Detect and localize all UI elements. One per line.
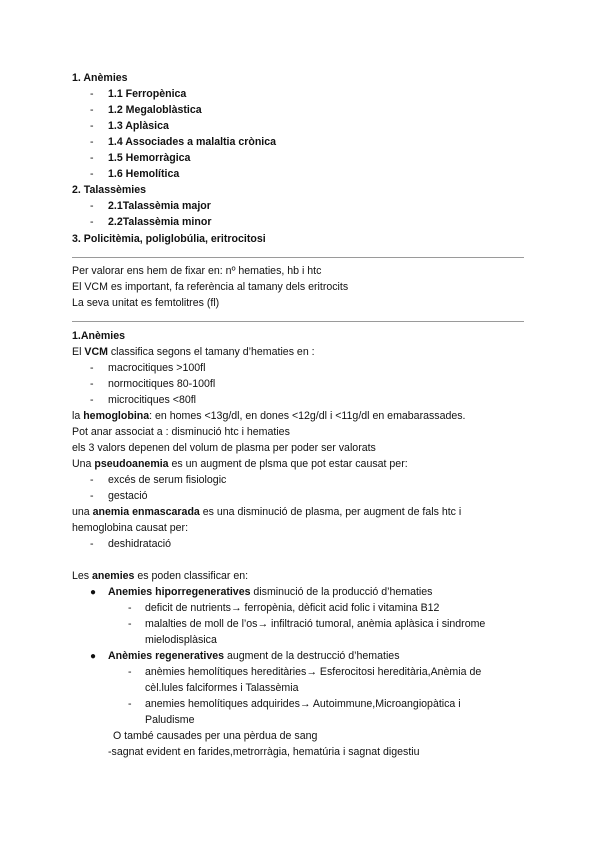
toc-dash: - <box>90 88 94 100</box>
divider <box>72 321 524 322</box>
list-dash: - <box>128 666 132 678</box>
toc-dash: - <box>90 168 94 180</box>
list-dash: - <box>128 698 132 710</box>
toc-item-1-2: 1.2 Megaloblàstica <box>108 104 202 116</box>
intro-line-1: Per valorar ens hem de fixar en: nº hematies, hb i htc <box>72 265 322 277</box>
assoc-line: Pot anar associat a : disminució htc i hematies <box>72 426 290 438</box>
hipo-item-cont: mielodisplàsica <box>145 634 217 646</box>
mask-item: deshidratació <box>108 538 172 550</box>
reg-item: anèmies hemolítiques hereditàries→ Esferocitosi hereditària,Anèmia de <box>145 666 482 678</box>
reg-item-cont: cèl.lules falciformes i Talassèmia <box>145 682 299 694</box>
toc-dash: - <box>90 216 94 228</box>
plasma-line: els 3 valors depenen del volum de plasma per poder ser valorats <box>72 442 376 454</box>
list-dash: - <box>90 394 94 406</box>
vcm-item: microcitiques <80fl <box>108 394 197 406</box>
toc-dash: - <box>90 136 94 148</box>
toc-item-1-5: 1.5 Hemorràgica <box>108 152 191 164</box>
bullet-icon: ● <box>90 587 97 598</box>
vcm-item: normocitiques 80-100fl <box>108 378 216 390</box>
hipo-item: malalties de moll de l’os→ infiltració tumoral, anèmia aplàsica i sindrome <box>145 618 486 630</box>
list-dash: - <box>90 474 94 486</box>
toc-item-1-4: 1.4 Associades a malaltia crònica <box>108 136 277 148</box>
regenerative-heading: Anèmies regeneratives augment de la destrucció d’hematies <box>108 650 400 662</box>
toc-item-1-3: 1.3 Aplàsica <box>108 120 169 132</box>
toc-item-1-6: 1.6 Hemolítica <box>108 168 180 180</box>
toc-heading-1: 1. Anèmies <box>72 72 128 84</box>
classify-intro: Les anemies es poden classificar en: <box>72 570 249 582</box>
toc-item-2-2: 2.2Talassèmia minor <box>108 216 212 228</box>
toc-heading-2: 2. Talassèmies <box>72 184 147 196</box>
divider <box>72 257 524 258</box>
hipo-item: deficit de nutrients→ ferropènia, dèficit acid folic i vitamina B12 <box>145 602 440 614</box>
vcm-paragraph: El VCM classifica segons el tamany d’hematies en : <box>72 346 315 358</box>
toc-dash: - <box>90 200 94 212</box>
bullet-icon: ● <box>90 651 97 662</box>
toc-heading-3: 3. Policitèmia, poliglobúlia, eritrocitosi <box>72 233 266 245</box>
pseudoanemia-paragraph: Una pseudoanemia es un augment de plsma que pot estar causat per: <box>72 458 408 470</box>
pseudo-item: gestació <box>108 490 148 502</box>
hiporegenerative-heading: Anemies hiporregeneratives disminució de la producció d’hematies <box>108 586 433 598</box>
list-dash: - <box>90 362 94 374</box>
reg-item-cont: Paludisme <box>145 714 195 726</box>
toc-dash: - <box>90 104 94 116</box>
list-dash: - <box>128 618 132 630</box>
toc-item-2-1: 2.1Talassèmia major <box>108 200 211 212</box>
section-title: 1.Anèmies <box>72 330 125 342</box>
toc-dash: - <box>90 120 94 132</box>
masked-anemia-paragraph: una anemia enmascarada es una disminució de plasma, per augment de fals htc i <box>72 506 462 518</box>
reg-item: anemies hemolítiques adquirides→ Autoimmune,Microangiopàtica i <box>145 698 461 710</box>
toc-dash: - <box>90 152 94 164</box>
intro-line-2: El VCM es important, fa referència al tamany dels eritrocits <box>72 281 349 293</box>
hemoglobin-paragraph: la hemoglobina: en homes <13g/dl, en dones <12g/dl i <11g/dl en emabarassades. <box>72 410 466 422</box>
intro-line-3: La seva unitat es femtolitres (fl) <box>72 297 220 309</box>
list-dash: - <box>90 378 94 390</box>
blood-loss-line: O també causades per una pèrdua de sang <box>113 730 318 742</box>
masked-anemia-line-2: hemoglobina causat per: <box>72 522 189 534</box>
bleeding-line: -sagnat evident en farides,metrorràgia, hematúria i sagnat digestiu <box>108 746 420 758</box>
vcm-item: macrocitiques >100fl <box>108 362 206 374</box>
pseudo-item: excés de serum fisiologic <box>108 474 227 486</box>
list-dash: - <box>90 538 94 550</box>
toc-item-1-1: 1.1 Ferropènica <box>108 88 187 100</box>
list-dash: - <box>128 602 132 614</box>
list-dash: - <box>90 490 94 502</box>
